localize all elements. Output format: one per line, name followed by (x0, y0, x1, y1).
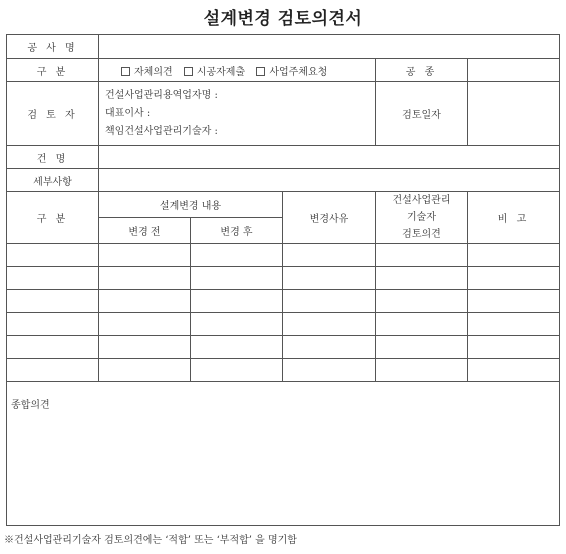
table-cell[interactable] (7, 290, 99, 313)
reviewer-ceo-line: 대표이사 : (105, 107, 151, 119)
table-cell[interactable] (7, 267, 99, 290)
table-cell[interactable] (191, 244, 283, 267)
project-name-label: 공 사 명 (7, 35, 99, 59)
checkbox-icon (184, 67, 193, 76)
table-row (7, 359, 560, 382)
reviewer-company-line: 건설사업관리용역업자명 : (105, 89, 218, 101)
table-cell[interactable] (7, 313, 99, 336)
case-name-field[interactable] (99, 146, 560, 169)
table-cell[interactable] (283, 267, 376, 290)
work-type-label: 공 종 (376, 59, 468, 82)
table-cell[interactable] (468, 244, 560, 267)
remarks-header: 비 고 (468, 192, 560, 244)
case-name-label: 건 명 (7, 146, 99, 169)
table-cell[interactable] (99, 359, 191, 382)
table-cell[interactable] (7, 336, 99, 359)
cm-opinion-header-line: 건설사업관리 (392, 195, 451, 206)
table-cell[interactable] (99, 290, 191, 313)
table-row (7, 290, 560, 313)
table-cell[interactable] (99, 336, 191, 359)
table-cell[interactable] (99, 244, 191, 267)
details-field[interactable] (99, 169, 560, 192)
checkbox-icon (256, 67, 265, 76)
reviewer-chief-engineer-line: 책임건설사업관리기술자 : (105, 125, 218, 137)
table-cell[interactable] (283, 336, 376, 359)
cm-opinion-header-line: 기술자 (407, 212, 436, 223)
change-reason-header: 변경사유 (283, 192, 376, 244)
reviewer-label: 검 토 자 (7, 82, 99, 146)
table-cell[interactable] (7, 244, 99, 267)
review-date-field[interactable] (468, 82, 560, 146)
table-row (7, 313, 560, 336)
table-cell[interactable] (468, 313, 560, 336)
table-cell[interactable] (191, 336, 283, 359)
checkbox-label: 자체의견 (134, 66, 173, 78)
table-cell[interactable] (468, 290, 560, 313)
table-cell[interactable] (283, 359, 376, 382)
change-content-header: 설계변경 내용 (99, 192, 283, 218)
review-date-label: 검토일자 (376, 82, 468, 146)
table-cell[interactable] (191, 267, 283, 290)
table-cell[interactable] (468, 359, 560, 382)
change-category-header: 구 분 (7, 192, 99, 244)
table-cell[interactable] (7, 359, 99, 382)
summary-opinion-label: 종합의견 (11, 400, 50, 411)
table-cell[interactable] (283, 244, 376, 267)
category-checkboxes (99, 59, 376, 82)
document-title: 설계변경 검토의견서 (203, 9, 363, 29)
summary-opinion-area[interactable] (7, 382, 560, 526)
table-cell[interactable] (468, 336, 560, 359)
reviewer-info[interactable] (99, 82, 376, 146)
checkbox-label: 사업주체요청 (269, 66, 328, 78)
checkbox-label: 시공자제출 (196, 66, 246, 78)
table-cell[interactable] (376, 336, 468, 359)
cm-opinion-header (376, 192, 468, 244)
table-cell[interactable] (376, 359, 468, 382)
table-cell[interactable] (376, 244, 468, 267)
checkbox-icon (121, 67, 130, 76)
table-cell[interactable] (191, 290, 283, 313)
table-cell[interactable] (283, 313, 376, 336)
after-change-header: 변경 후 (191, 218, 283, 244)
table-row (7, 267, 560, 290)
review-form-table (6, 34, 560, 526)
checkbox-self-opinion[interactable] (121, 67, 181, 78)
table-cell[interactable] (376, 290, 468, 313)
checkbox-owner-request[interactable] (256, 67, 335, 78)
footnote: ※건설사업관리기술자 검토의견에는 ‘적합’ 또는 ‘부적합’ 을 명기함 (4, 535, 297, 546)
table-cell[interactable] (376, 267, 468, 290)
cm-opinion-header-line: 검토의견 (402, 229, 441, 240)
details-label: 세부사항 (7, 169, 99, 192)
table-cell[interactable] (99, 267, 191, 290)
category-label: 구 분 (7, 59, 99, 82)
table-cell[interactable] (283, 290, 376, 313)
table-row (7, 336, 560, 359)
checkbox-contractor-submission[interactable] (184, 67, 253, 78)
project-name-field[interactable] (99, 35, 560, 59)
table-cell[interactable] (376, 313, 468, 336)
table-cell[interactable] (99, 313, 191, 336)
table-cell[interactable] (191, 313, 283, 336)
work-type-field[interactable] (468, 59, 560, 82)
table-cell[interactable] (468, 267, 560, 290)
table-row (7, 244, 560, 267)
before-change-header: 변경 전 (99, 218, 191, 244)
table-cell[interactable] (191, 359, 283, 382)
